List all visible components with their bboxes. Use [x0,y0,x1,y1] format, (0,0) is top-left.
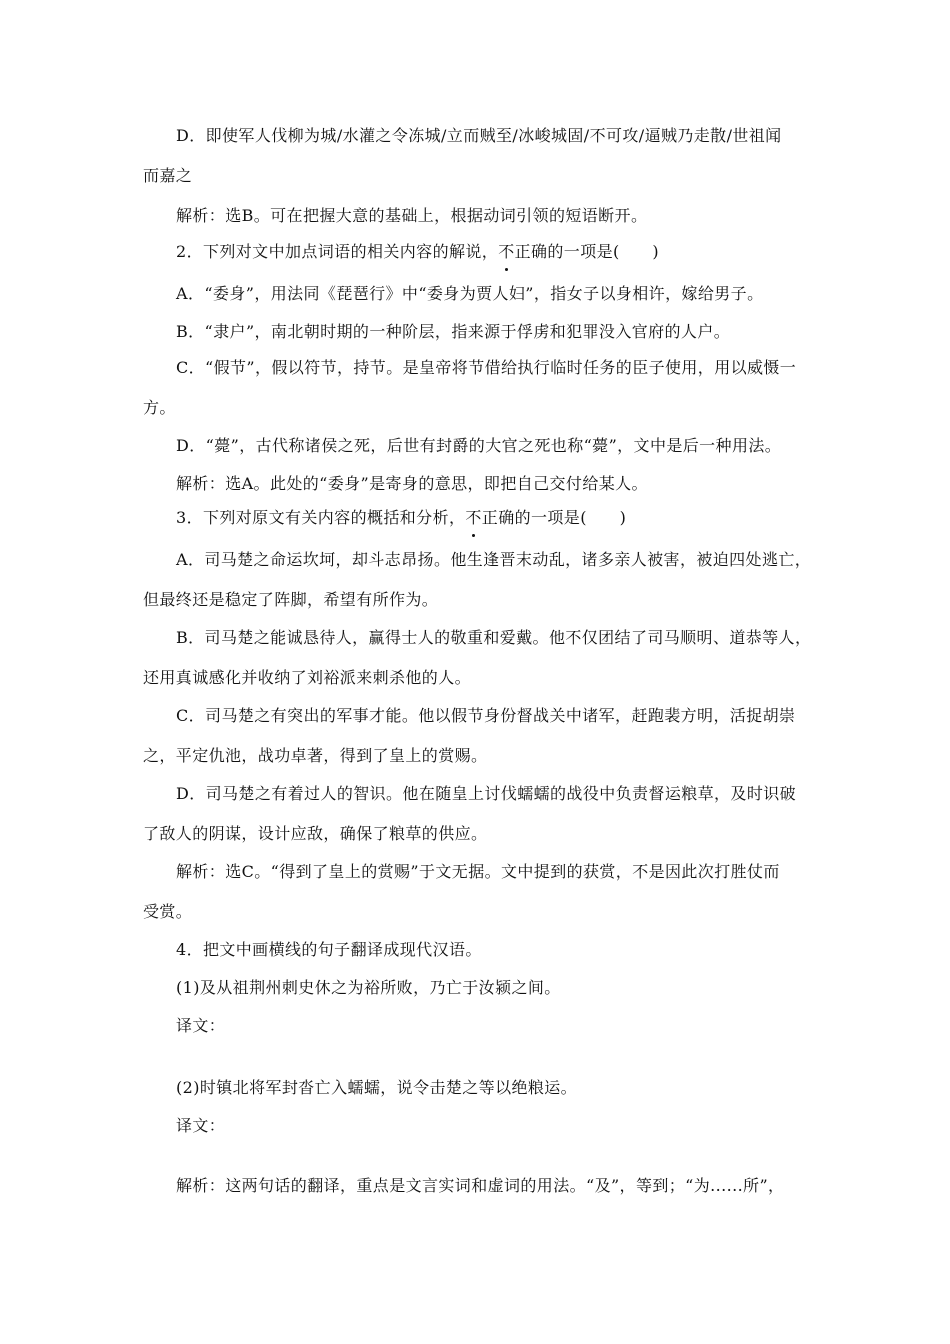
q4-translation-label-1: 译文： [176,1016,226,1035]
q2-option-c-line1: C．“假节”，假以符节，持节。是皇帝将节借给执行临时任务的臣子使用，用以威慑一 [176,358,797,377]
q3-option-b-line1: B．司马楚之能诚恳待人，赢得士人的敬重和爱戴。他不仅团结了司马顺明、道恭等人， [176,628,812,647]
q2-option-d: D．“薨”，古代称诸侯之死，后世有封爵的大官之死也称“薨”，文中是后一种用法。 [176,436,782,455]
q2-stem-pre: 2．下列对文中加点词语的相关内容的解说， [176,242,499,261]
q3-stem [176,508,626,528]
q2-stem-post: 正确的一项是( ) [514,242,660,261]
q4-sentence-1: (1)及从祖荆州刺史休之为裕所败，乃亡于汝颍之间。 [176,978,561,997]
q3-analysis-line1: 解析：选C。“得到了皇上的赏赐”于文无据。文中提到的获赏，不是因此次打胜仗而 [176,862,780,881]
q2-option-a: A．“委身”，用法同《琵琶行》中“委身为贾人妇”，指女子以身相许，嫁给男子。 [176,284,764,303]
q3-option-d-line2: 了敌人的阴谋，设计应敌，确保了粮草的供应。 [143,824,488,843]
q2-emphasis-dot: 不 [498,242,515,261]
q3-option-b-line2: 还用真诚感化并收纳了刘裕派来刺杀他的人。 [143,668,472,687]
q2-analysis: 解析：选A。此处的“委身”是寄身的意思，即把自己交付给某人。 [176,474,648,493]
q4-translation-label-2: 译文： [176,1116,226,1135]
q3-option-d-line1: D．司马楚之有着过人的智识。他在随皇上讨伐蠕蠕的战役中负责督运粮草，及时识破 [176,784,797,803]
q3-stem-pre: 3．下列对原文有关内容的概括和分析， [176,508,466,527]
q3-option-c-line2: 之，平定仇池，战功卓著，得到了皇上的赏赐。 [143,746,488,765]
q4-sentence-2: (2)时镇北将军封沓亡入蠕蠕，说令击楚之等以绝粮运。 [176,1078,578,1097]
q2-option-c-line2: 方。 [143,398,176,417]
q1-option-d-line1: D．即使军人伐柳为城/水灌之令冻城/立而贼至/冰峻城固/不可攻/逼贼乃走散/世祖闻 [176,126,782,145]
q2-stem [176,242,659,262]
q1-analysis: 解析：选B。可在把握大意的基础上，根据动词引领的短语断开。 [176,206,648,225]
q3-option-a-line2: 但最终还是稳定了阵脚，希望有所作为。 [143,590,439,609]
q3-analysis-line2: 受赏。 [143,902,193,921]
q3-option-c-line1: C．司马楚之有突出的军事才能。他以假节身份督战关中诸军，赶跑裴方明，活捉胡崇 [176,706,796,725]
q1-option-d-line2: 而嘉之 [143,166,193,185]
q3-emphasis-dot: 不 [465,508,482,527]
q4-stem: 4．把文中画横线的句子翻译成现代汉语。 [176,940,482,959]
q2-option-b: B．“隶户”，南北朝时期的一种阶层，指来源于俘虏和犯罪没入官府的人户。 [176,322,731,341]
q4-analysis-line1: 解析：这两句话的翻译，重点是文言实词和虚词的用法。“及”，等到；“为......所”， [176,1176,785,1195]
q3-stem-post: 正确的一项是( ) [481,508,627,527]
q3-option-a-line1: A．司马楚之命运坎坷，却斗志昂扬。他生逢晋末动乱，诸多亲人被害，被迫四处逃亡， [176,550,812,569]
